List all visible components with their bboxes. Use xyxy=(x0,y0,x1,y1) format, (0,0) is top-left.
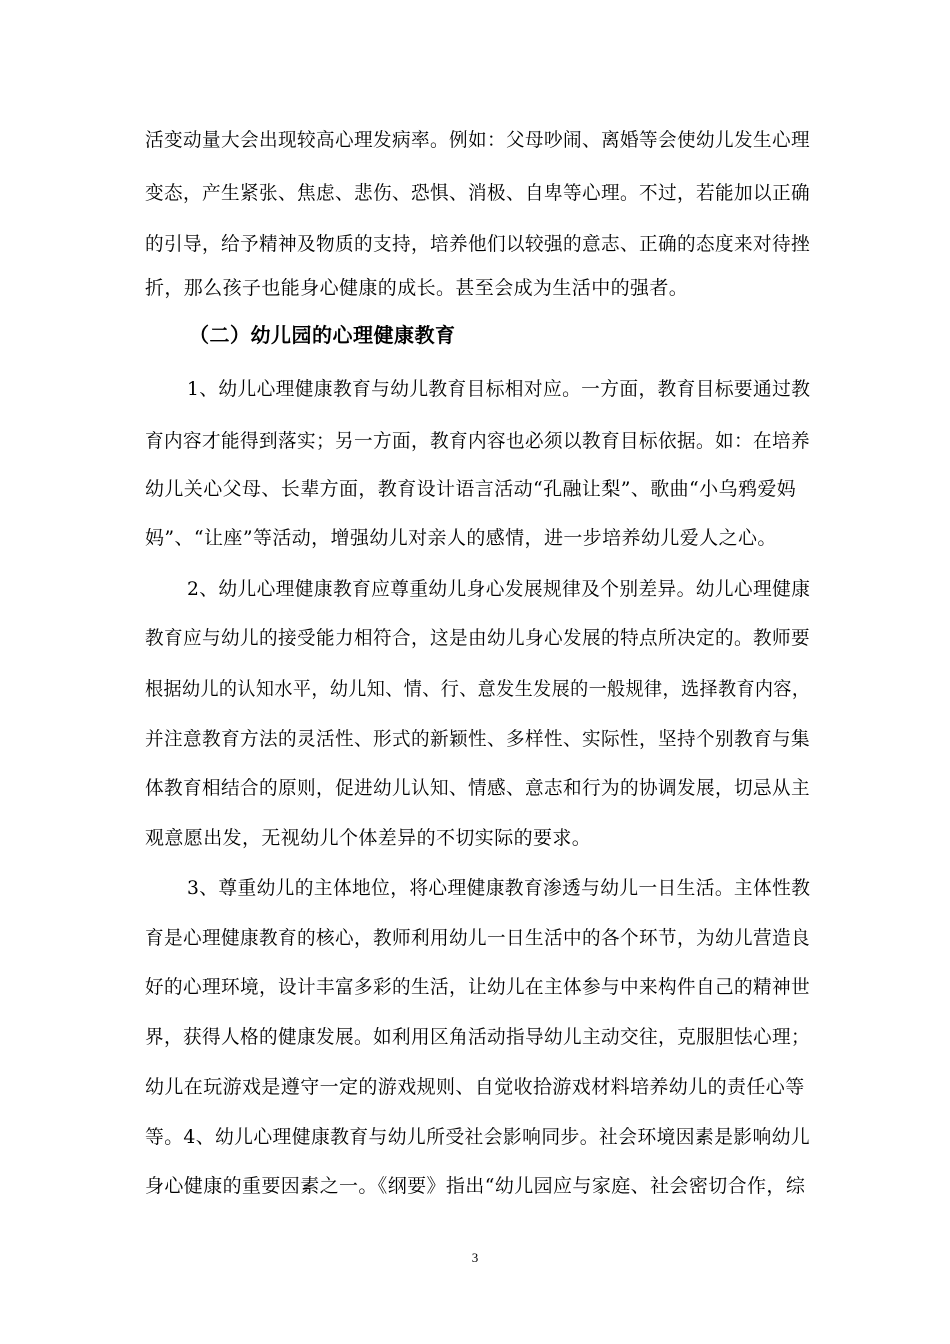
intro-line-3: 的引导，给予精神及物质的支持，培养他们以较强的意志、正确的态度来对待挫 xyxy=(145,233,811,255)
p1-line-3: 幼儿关心父母、长辈方面，教育设计语言活动“孔融让梨”、歌曲“小乌鸦爱妈 xyxy=(145,478,797,500)
p2-line-1: 2、幼儿心理健康教育应尊重幼儿身心发展规律及个别差异。幼儿心理健康 xyxy=(187,578,811,600)
p3-line-4: 界，获得人格的健康发展。如利用区角活动指导幼儿主动交往，克服胆怯心理； xyxy=(145,1026,811,1048)
p3-line-2: 育是心理健康教育的核心，教师利用幼儿一日生活中的各个环节，为幼儿营造良 xyxy=(145,927,811,949)
p3-line-6: 等。4、幼儿心理健康教育与幼儿所受社会影响同步。社会环境因素是影响幼儿 xyxy=(145,1126,811,1148)
p2-line-3: 根据幼儿的认知水平，幼儿知、情、行、意发生发展的一般规律，选择教育内容， xyxy=(145,678,811,700)
intro-line-1: 活变动量大会出现较高心理发病率。例如：父母吵闹、离婚等会使幼儿发生心理 xyxy=(145,129,811,151)
p1-line-4: 妈”、“让座”等活动，增强幼儿对亲人的感情，进一步培养幼儿爱人之心。 xyxy=(145,527,777,549)
p1-line-1: 1、幼儿心理健康教育与幼儿教育目标相对应。一方面，教育目标要通过教 xyxy=(187,378,811,400)
section-heading: （二）幼儿园的心理健康教育 xyxy=(189,323,456,347)
p2-line-4: 并注意教育方法的灵活性、形式的新颖性、多样性、实际性，坚持个别教育与集 xyxy=(145,728,811,750)
p3-line-7: 身心健康的重要因素之一。《纲要》指出“幼儿园应与家庭、社会密切合作，综 xyxy=(145,1175,806,1197)
intro-line-2: 变态，产生紧张、焦虑、悲伤、恐惧、消极、自卑等心理。不过，若能加以正确 xyxy=(145,182,811,204)
p2-line-5: 体教育相结合的原则，促进幼儿认知、情感、意志和行为的协调发展，切忌从主 xyxy=(145,777,811,799)
p3-line-5: 幼儿在玩游戏是遵守一定的游戏规则、自觉收拾游戏材料培养幼儿的责任心等 xyxy=(145,1076,805,1098)
p2-line-6: 观意愿出发，无视幼儿个体差异的不切实际的要求。 xyxy=(145,827,592,849)
intro-line-4: 折，那么孩子也能身心健康的成长。甚至会成为生活中的强者。 xyxy=(145,277,689,299)
page-number: 3 xyxy=(471,1250,479,1265)
p1-line-2: 育内容才能得到落实；另一方面，教育内容也必须以教育目标依据。如：在培养 xyxy=(145,430,811,452)
p3-line-1: 3、尊重幼儿的主体地位，将心理健康教育渗透与幼儿一日生活。主体性教 xyxy=(187,877,811,899)
p3-line-3: 好的心理环境，设计丰富多彩的生活，让幼儿在主体参与中来构件自己的精神世 xyxy=(145,976,811,998)
p2-line-2: 教育应与幼儿的接受能力相符合，这是由幼儿身心发展的特点所决定的。教师要 xyxy=(145,627,811,649)
